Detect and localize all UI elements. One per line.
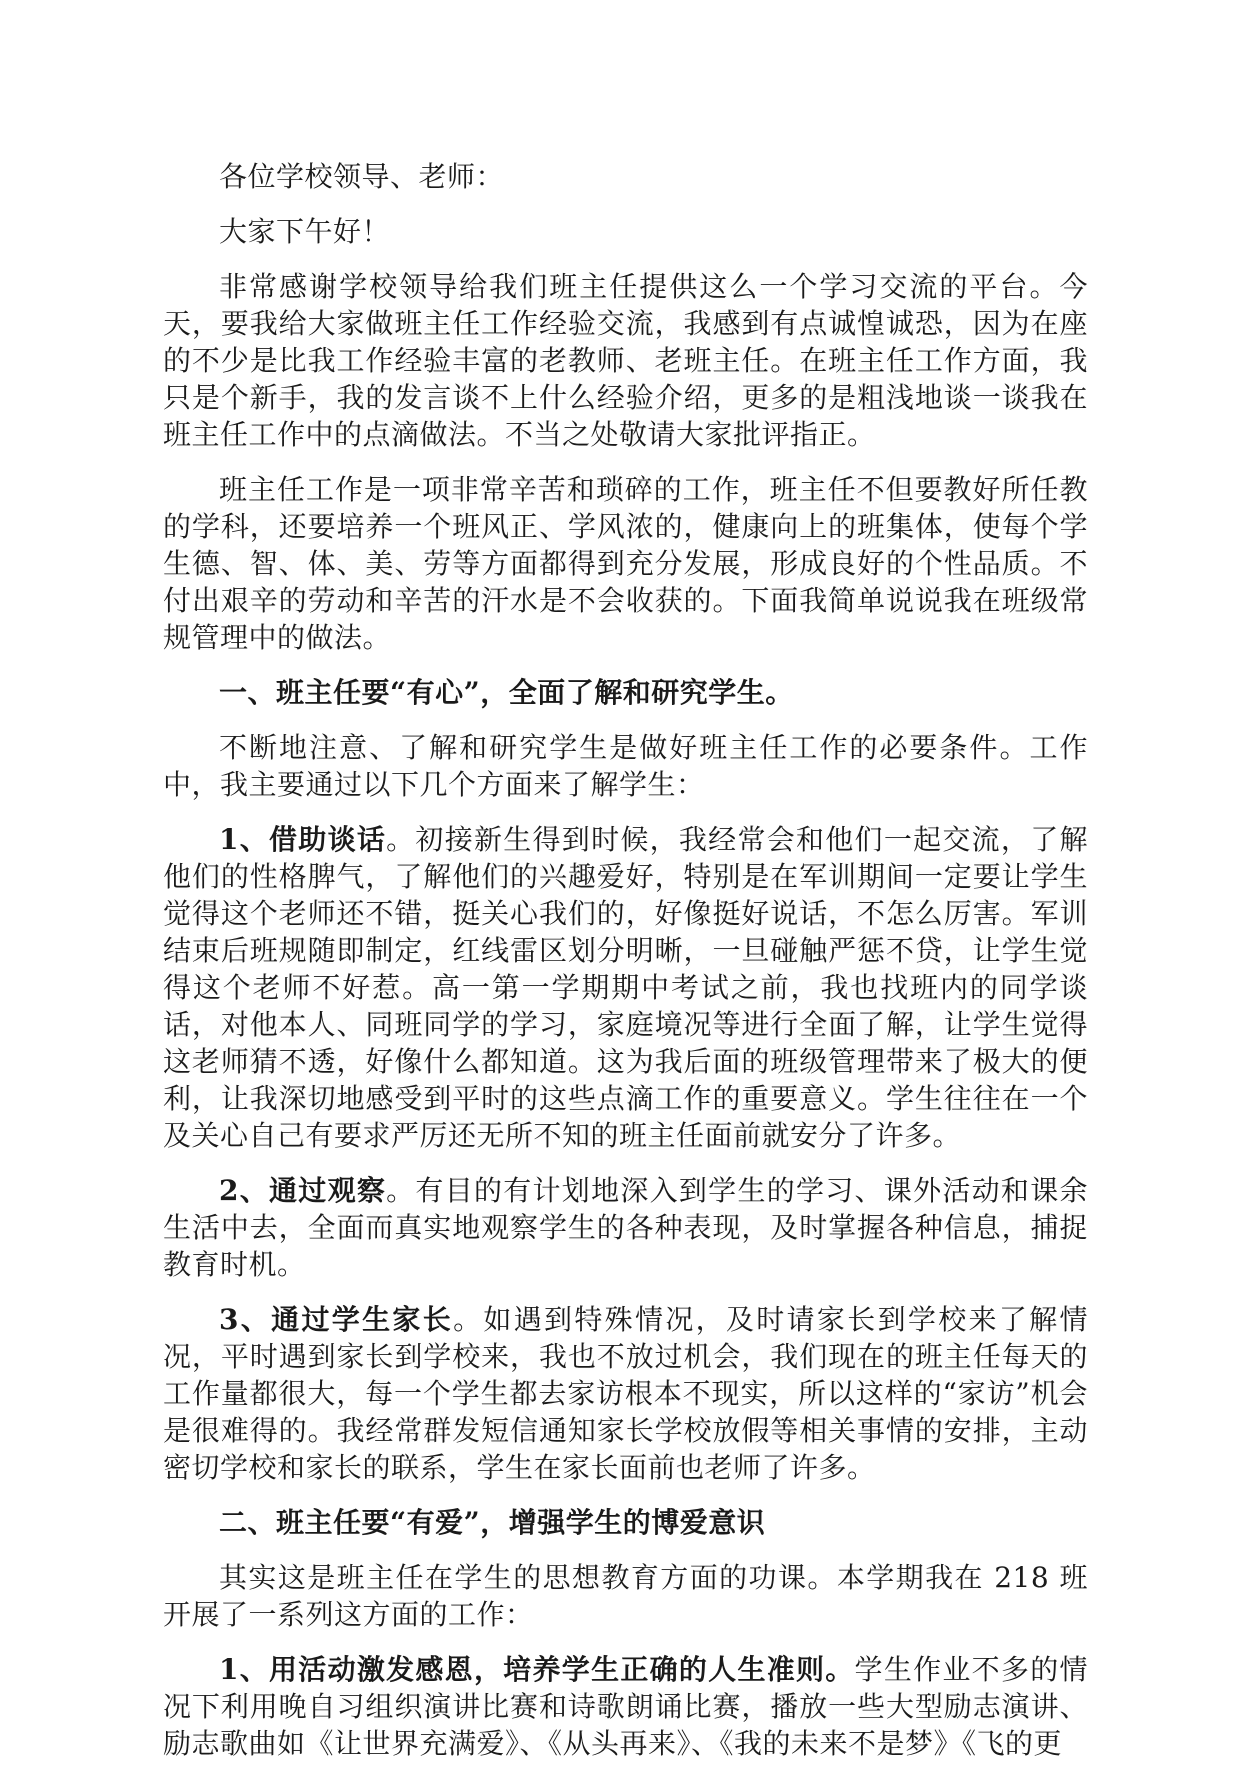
section-1-item-3 bbox=[163, 1301, 1088, 1486]
section-2-intro: 其实这是班主任在学生的思想教育方面的功课。本学期我在 218 班开展了一系列这方面的工作： bbox=[163, 1561, 1088, 1631]
salutation: 大家下午好！ bbox=[219, 215, 391, 248]
item-lead: 2、通过观察 bbox=[219, 1174, 387, 1207]
item-lead: 3、通过学生家长 bbox=[219, 1303, 454, 1336]
item-text: 。如遇到特殊情况，及时请家长到学校来了解情况，平时遇到家长到学校来，我也不放过机会，我们现在的班主任每天的工作量都很大，每一个学生都去家访根本不现实，所以这样的“家访”机会是很难得的。我经常群发短信通知家长学校放假等相关事情的安排，主动密切学校和家长的联系，学生在家长面前也老师了许多。 bbox=[163, 1303, 1088, 1484]
document-body bbox=[163, 158, 1088, 1780]
item-text: 。初接新生得到时候，我经常会和他们一起交流，了解他们的性格脾气，了解他们的兴趣爱好，特别是在军训期间一定要让学生觉得这个老师还不错，挺关心我们的，好像挺好说话，不怎么厉害。军训结束后班规随即制定，红线雷区划分明晰，一旦碰触严惩不贷，让学生觉得这个老师不好惹。高一第一学期期中考试之前，我也找班内的同学谈话，对他本人、同班同学的学习，家庭境况等进行全面了解，让学生觉得这老师猜不透，好像什么都知道。这为我后面的班级管理带来了极大的便利，让我深切地感受到平时的这些点滴工作的重要意义。学生往往在一个及关心自己有要求严厉还无所不知的班主任面前就安分了许多。 bbox=[163, 823, 1088, 1152]
item-text: 。有目的有计划地深入到学生的学习、课外活动和课余生活中去，全面而真实地观察学生的各种表现，及时掌握各种信息，捕捉教育时机。 bbox=[163, 1174, 1088, 1281]
item-text: 学生作业不多的情况下利用晚自习组织演讲比赛和诗歌朗诵比赛，播放一些大型励志演讲、励志歌曲如《让世界充满爱》、《从头再来》、《我的未来不是梦》《飞的更 bbox=[163, 1653, 1088, 1760]
intro-paragraph-1: 非常感谢学校领导给我们班主任提供这么一个学习交流的平台。今天，要我给大家做班主任工作经验交流，我感到有点诚惶诚恐，因为在座的不少是比我工作经验丰富的老教师、老班主任。在班主任工作方面，我只是个新手，我的发言谈不上什么经验介绍，更多的是粗浅地谈一谈我在班主任工作中的点滴做法。不当之处敬请大家批评指正。 bbox=[163, 270, 1088, 451]
section-1-item-2 bbox=[163, 1172, 1088, 1283]
section-1-intro: 不断地注意、了解和研究学生是做好班主任工作的必要条件。工作中，我主要通过以下几个方面来了解学生： bbox=[163, 731, 1088, 801]
section-1-heading: 一、班主任要“有心”，全面了解和研究学生。 bbox=[219, 676, 794, 709]
item-lead: 1、用活动激发感恩，培养学生正确的人生准则。 bbox=[219, 1653, 855, 1686]
section-1-item-1 bbox=[163, 821, 1088, 1154]
item-lead: 1、借助谈话 bbox=[219, 823, 387, 856]
section-2-heading: 二、班主任要“有爱”，增强学生的博爱意识 bbox=[219, 1506, 766, 1539]
intro-paragraph-2: 班主任工作是一项非常辛苦和琐碎的工作，班主任不但要教好所任教的学科，还要培养一个班风正、学风浓的，健康向上的班集体，使每个学生德、智、体、美、劳等方面都得到充分发展，形成良好的个性品质。不付出艰辛的劳动和辛苦的汗水是不会收获的。下面我简单说说我在班级常规管理中的做法。 bbox=[163, 473, 1088, 654]
section-2-item-1 bbox=[163, 1651, 1088, 1762]
greeting: 各位学校领导、老师： bbox=[219, 160, 505, 193]
